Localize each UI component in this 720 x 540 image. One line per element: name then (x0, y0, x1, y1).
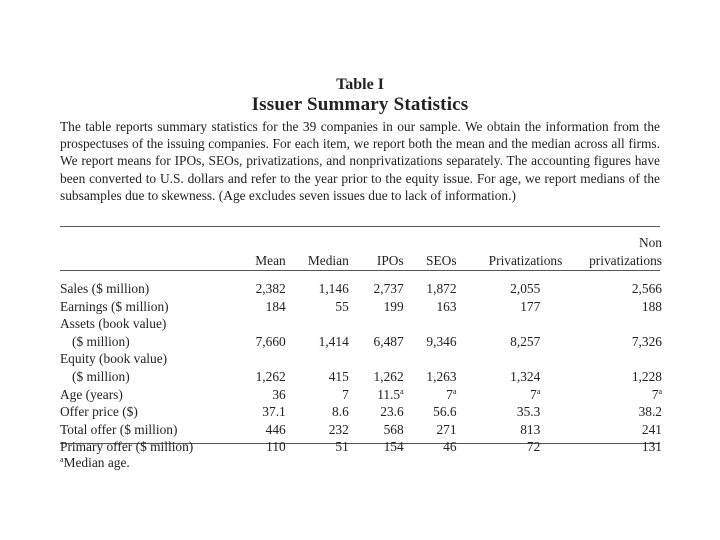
cell-privatizations: 72 (526, 439, 541, 455)
table-row-earnings (60, 298, 662, 316)
cell-privatizations: 8,257 (510, 333, 541, 349)
row-label: Total offer ($ million) (60, 421, 178, 437)
cell-median: 55 (335, 298, 349, 314)
cell-seos: 46 (443, 439, 457, 455)
table-row-assets-label (60, 315, 662, 333)
cell-mean: 7,660 (255, 333, 286, 349)
cell-nonprivatizations: 1,228 (631, 368, 662, 384)
row-label: Age (years) (60, 386, 123, 402)
col-header-privatizations: Privatizations (488, 253, 563, 268)
footnote-marker: a (400, 386, 404, 396)
footnote-marker: a (536, 386, 541, 396)
cell-seos: 163 (436, 298, 457, 314)
cell-nonprivatizations: 38.2 (638, 404, 662, 420)
cell-ipos: 154 (383, 439, 404, 455)
row-label: Equity (book value) (60, 351, 168, 367)
cell-ipos: 6,487 (373, 333, 404, 349)
cell-median: 7 (342, 386, 349, 402)
cell-privatizations: 177 (520, 298, 541, 314)
table-row-total-offer (60, 421, 662, 439)
summary-statistics-table (60, 232, 662, 456)
row-label: Offer price ($) (60, 404, 138, 420)
col-header-non-line2: privatizations (589, 253, 662, 268)
cell-ipos: 568 (383, 421, 404, 437)
cell-nonprivatizations (562, 386, 662, 404)
footnote-marker: a (60, 455, 64, 464)
cell-ipos: 2,737 (373, 281, 404, 296)
cell-seos: 271 (436, 421, 457, 437)
footnote-text: Median age. (63, 455, 130, 470)
row-label: Assets (book value) (60, 316, 167, 332)
cell-ipos: 1,262 (373, 368, 404, 384)
table-row-primary-offer (60, 438, 662, 456)
top-rule (60, 226, 660, 227)
cell-seos: 1,263 (426, 368, 457, 384)
row-label-cont: ($ million) (72, 333, 130, 349)
col-header-non-line1: Non (638, 235, 662, 250)
cell-seos: 9,346 (426, 333, 457, 349)
row-label-cont: ($ million) (72, 368, 130, 384)
cell-ipos (349, 386, 404, 404)
table-title: Issuer Summary Statistics (251, 94, 469, 115)
cell-privatizations (457, 386, 563, 404)
cell-mean: 2,382 (255, 281, 286, 296)
col-header-median: Median (307, 253, 349, 268)
table-row-assets (60, 333, 662, 351)
cell-value: 7 (530, 386, 537, 402)
table-row-offer-price (60, 403, 662, 421)
col-header-seos: SEOs (426, 253, 457, 268)
table-row-equity-label (60, 350, 662, 368)
cell-mean: 446 (265, 421, 286, 437)
cell-mean: 37.1 (262, 404, 286, 420)
table-label: Table I (336, 76, 384, 93)
cell-value: 7 (446, 386, 453, 402)
cell-value: 7 (651, 386, 659, 402)
table-row-age (60, 386, 662, 404)
cell-mean: 36 (272, 386, 286, 402)
cell-privatizations: 1,324 (510, 368, 541, 384)
cell-seos (404, 386, 457, 404)
cell-seos: 56.6 (433, 404, 457, 420)
cell-seos: 1,872 (426, 281, 457, 296)
cell-privatizations: 35.3 (516, 404, 541, 420)
cell-value: 11.5 (377, 386, 401, 402)
cell-nonprivatizations: 2,566 (631, 281, 662, 296)
col-header-mean: Mean (255, 253, 286, 268)
table-footnote (60, 455, 130, 471)
col-header-nonprivatizations (562, 232, 662, 274)
row-label: Sales ($ million) (60, 281, 150, 296)
cell-nonprivatizations: 188 (641, 298, 662, 314)
row-label: Primary offer ($ million) (60, 439, 194, 455)
footnote-marker: a (658, 386, 662, 396)
cell-mean: 110 (266, 439, 286, 455)
cell-mean: 184 (265, 298, 286, 314)
cell-ipos: 199 (383, 298, 404, 314)
cell-nonprivatizations: 7,326 (631, 333, 662, 349)
cell-median: 232 (328, 421, 349, 437)
cell-median: 1,414 (318, 333, 349, 349)
cell-median: 51 (335, 439, 349, 455)
cell-mean: 1,262 (255, 368, 286, 384)
footnote-marker: a (453, 386, 457, 396)
table-row-equity (60, 368, 662, 386)
cell-nonprivatizations: 131 (641, 439, 662, 455)
cell-median: 8.6 (332, 404, 349, 420)
table-row-sales (60, 274, 662, 298)
table-caption: The table reports summary statistics for the 39 companies in our sample. We obtain the information from the prospectuses of the issuing companies. For each item, we report both the mean and the median across all firms. We report means for IPOs, SEOs, privatizations, and nonprivatizations separately. The accounting figures have been converted to U.S. dollars and refer to the year prior to the equity issue. For age, we report medians of the subsamples due to skewness. (Age excludes seven issues due to lack of information.) (60, 119, 660, 203)
cell-median: 1,146 (318, 281, 349, 296)
cell-privatizations: 813 (520, 421, 541, 437)
cell-median: 415 (328, 368, 349, 384)
cell-nonprivatizations: 241 (641, 421, 662, 437)
cell-privatizations: 2,055 (510, 281, 541, 296)
row-label: Earnings ($ million) (60, 298, 169, 314)
header-row (60, 232, 662, 274)
header-blank (60, 232, 229, 274)
col-header-ipos: IPOs (376, 253, 404, 268)
cell-ipos: 23.6 (380, 404, 404, 420)
